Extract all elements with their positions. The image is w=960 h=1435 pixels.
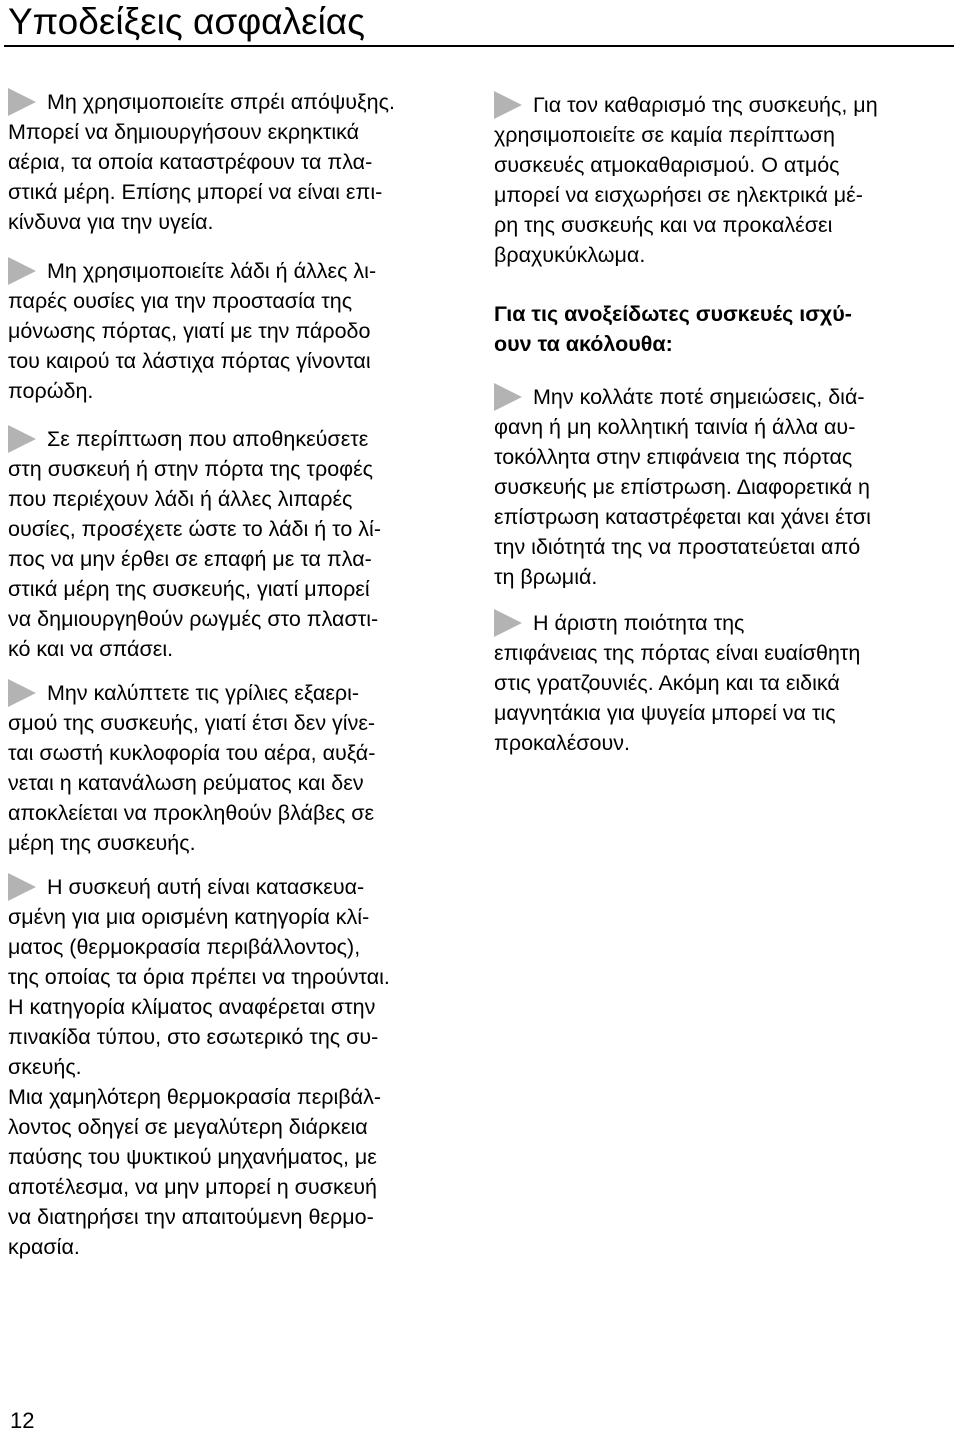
left-item-2-line: μόνωσης πόρτας, γιατί με την πάροδο xyxy=(8,319,371,343)
left-item-5-line: λοντος οδηγεί σε μεγαλύτερη διάρκεια xyxy=(8,1115,368,1139)
page-number: 12 xyxy=(10,1408,35,1433)
right-triangle-icon xyxy=(8,88,36,116)
left-item-5-line: Η συσκευή αυτή είναι κατασκευα- xyxy=(47,875,365,899)
left-item-5-line: Η κατηγορία κλίματος αναφέρεται στην xyxy=(8,995,376,1019)
right-triangle-icon xyxy=(494,609,522,637)
left-item-1-line: αέρια, τα οποία καταστρέφουν τα πλα- xyxy=(8,150,373,174)
right-item-2-line: τοκόλλητα στην επιφάνεια της πόρτας xyxy=(494,445,853,469)
left-item-1-line: κίνδυνα για την υγεία. xyxy=(8,210,214,234)
right-item-3-line: στις γρατζουνιές. Ακόμη και τα ειδικά xyxy=(494,671,840,695)
right-item-1-line: ρη της συσκευής και να προκαλέσει xyxy=(494,213,833,237)
left-item-1-line: στικά μέρη. Επίσης μπορεί να είναι επι- xyxy=(8,180,383,204)
right-item-1-line: Για τον καθαρισμό της συσκευής, μη xyxy=(533,93,878,117)
left-item-4-line: μέρη της συσκευής. xyxy=(8,831,196,855)
left-item-5-line: πινακίδα τύπου, στο εσωτερικό της συ- xyxy=(8,1025,379,1049)
right-triangle-icon xyxy=(8,425,36,453)
right-item-3-line: προκαλέσουν. xyxy=(494,731,630,755)
right-item-2-line: τη βρωμιά. xyxy=(494,565,598,589)
right-item-1-line: χρησιμοποιείτε σε καμία περίπτωση xyxy=(494,123,836,147)
right-item-3-line: επιφάνειας της πόρτας είναι ευαίσθητη xyxy=(494,641,861,665)
page-title: Υποδείξεις ασφαλείας xyxy=(8,1,366,42)
right-triangle-icon xyxy=(8,257,36,285)
left-item-4-line: αποκλείεται να προκληθούν βλάβες σε xyxy=(8,801,375,825)
section-heading: ουν τα ακόλουθα: xyxy=(494,332,673,356)
right-item-2-line: συσκευής με επίστρωση. Διαφορετικά η xyxy=(494,475,870,499)
left-item-5-line: Μια χαμηλότερη θερμοκρασία περιβάλ- xyxy=(8,1085,381,1109)
right-triangle-icon xyxy=(8,873,36,901)
right-item-2-line: την ιδιότητά της να προστατεύεται από xyxy=(494,535,861,559)
left-item-5-line: να διατηρήσει την απαιτούμενη θερμο- xyxy=(8,1205,374,1229)
left-item-3-line: στη συσκευή ή στην πόρτα της τροφές xyxy=(8,457,374,481)
left-item-4-line: σμού της συσκευής, γιατί έτσι δεν γίνε- xyxy=(8,711,376,735)
left-item-3-line: που περιέχουν λάδι ή άλλες λιπαρές xyxy=(8,487,353,511)
right-item-1-line: βραχυκύκλωμα. xyxy=(494,243,646,267)
right-item-2-line: Μην κολλάτε ποτέ σημειώσεις, διά- xyxy=(533,385,865,409)
left-item-4-line: ται σωστή κυκλοφορία του αέρα, αυξά- xyxy=(8,741,376,765)
left-item-5-line: σμένη για μια ορισμένη κατηγορία κλί- xyxy=(8,905,370,929)
left-item-5-line: σκευής. xyxy=(8,1055,82,1079)
left-item-5-line: κρασία. xyxy=(8,1235,80,1259)
left-item-5-line: ματος (θερμοκρασία περιβάλλοντος), xyxy=(8,935,361,959)
left-item-5-line: της οποίας τα όρια πρέπει να τηρούνται. xyxy=(8,965,390,989)
left-item-3-line: στικά μέρη της συσκευής, γιατί μπορεί xyxy=(8,577,370,601)
left-item-2-line: πορώδη. xyxy=(8,379,94,403)
left-item-5-line: παύσης του ψυκτικού μηχανήματος, με xyxy=(8,1145,377,1169)
right-item-1-line: συσκευές ατμοκαθαρισμού. Ο ατμός xyxy=(494,153,840,177)
right-item-2-line: επίστρωση καταστρέφεται και χάνει έτσι xyxy=(494,505,871,529)
title-divider xyxy=(4,45,954,47)
left-item-3-line: κό και να σπάσει. xyxy=(8,637,174,661)
left-item-3-line: Σε περίπτωση που αποθηκεύσετε xyxy=(47,427,369,451)
left-item-2-line: του καιρού τα λάστιχα πόρτας γίνονται xyxy=(8,349,371,373)
right-triangle-icon xyxy=(494,383,522,411)
left-item-2-line: παρές ουσίες για την προστασία της xyxy=(8,289,353,313)
section-heading: Για τις ανοξείδωτες συσκευές ισχύ- xyxy=(494,302,852,326)
left-item-4-line: Μην καλύπτετε τις γρίλιες εξαερι- xyxy=(47,681,360,705)
left-item-5-line: αποτέλεσμα, να μην μπορεί η συσκευή xyxy=(8,1175,377,1199)
left-item-2-line: Μη χρησιμοποιείτε λάδι ή άλλες λι- xyxy=(47,259,377,283)
left-item-3-line: ουσίες, προσέχετε ώστε το λάδι ή το λί- xyxy=(8,517,381,541)
right-item-2-line: φανη ή μη κολλητική ταινία ή άλλα αυ- xyxy=(494,415,856,439)
left-item-3-line: να δημιουργηθούν ρωγμές στο πλαστι- xyxy=(8,607,379,631)
right-triangle-icon xyxy=(8,679,36,707)
right-item-3-line: Η άριστη ποιότητα της xyxy=(533,611,745,635)
left-item-1-line: Μπορεί να δημιουργήσουν εκρηκτικά xyxy=(8,120,360,144)
left-item-1-line: Μη χρησιμοποιείτε σπρέι απόψυξης. xyxy=(47,90,395,114)
left-item-3-line: πος να μην έρθει σε επαφή με τα πλα- xyxy=(8,547,372,571)
right-item-3-line: μαγνητάκια για ψυγεία μπορεί να τις xyxy=(494,701,836,725)
right-triangle-icon xyxy=(494,91,522,119)
left-item-4-line: νεται η κατανάλωση ρεύματος και δεν xyxy=(8,771,364,795)
right-item-1-line: μπορεί να εισχωρήσει σε ηλεκτρικά μέ- xyxy=(494,183,863,207)
